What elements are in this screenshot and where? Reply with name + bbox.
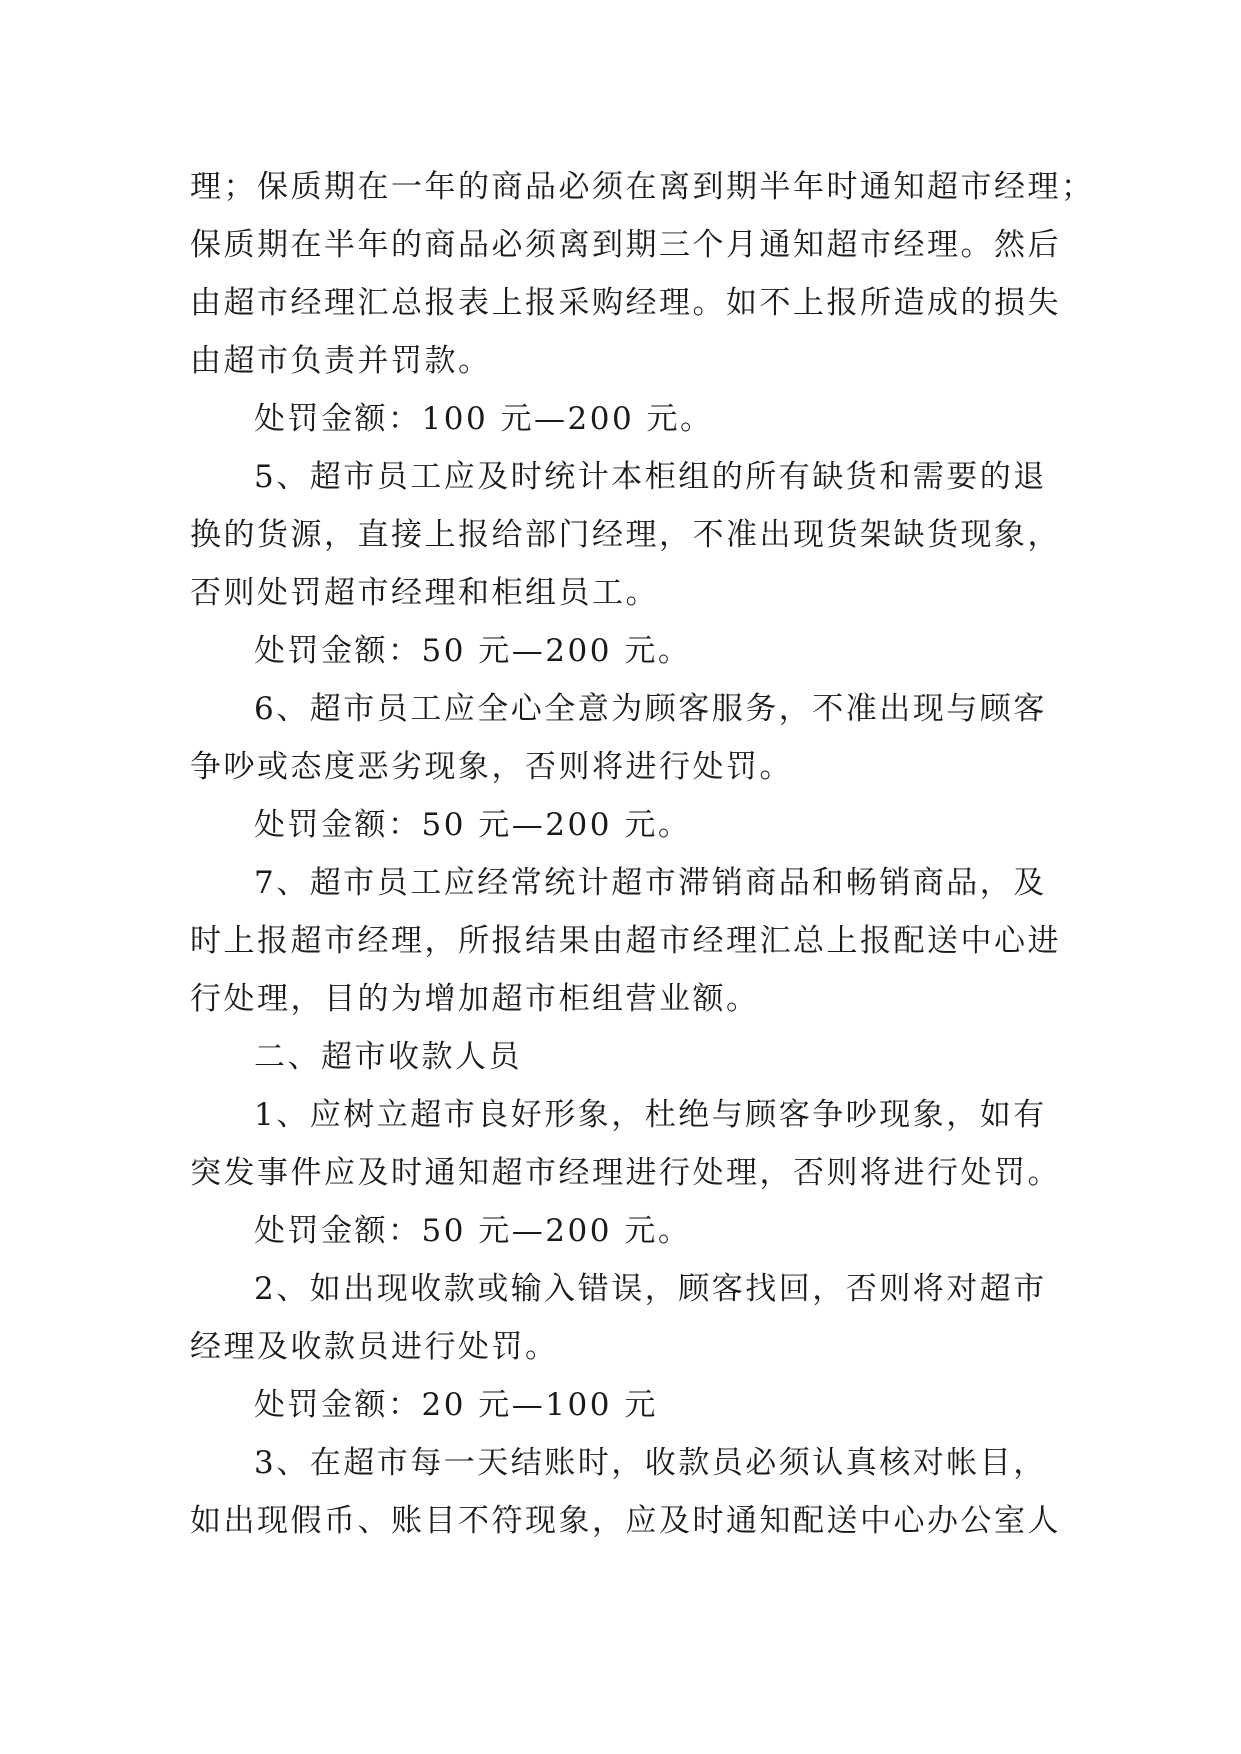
document-line: 理；保质期在一年的商品必须在离到期半年时通知超市经理；: [190, 169, 1095, 205]
document-body: [190, 158, 1095, 1550]
document-line: 行处理，目的为增加超市柜组营业额。: [190, 981, 760, 1017]
document-line: 处罚金额：50 元—200 元。: [254, 807, 692, 843]
document-line: 处罚金额：100 元—200 元。: [254, 401, 714, 437]
document-line: 经理及收款员进行处罚。: [190, 1329, 559, 1365]
document-line: 处罚金额：20 元—100 元: [254, 1387, 658, 1423]
document-line: 处罚金额：50 元—200 元。: [254, 633, 692, 669]
document-line: 7、超市员工应经常统计超市滞销商品和畅销商品，及: [254, 865, 1047, 901]
document-line: 突发事件应及时通知超市经理进行处理，否则将进行处罚。: [190, 1155, 1061, 1191]
document-line: 处罚金额：50 元—200 元。: [254, 1213, 692, 1249]
document-line: 由超市负责并罚款。: [190, 343, 492, 379]
document-line: 争吵或态度恶劣现象，否则将进行处罚。: [190, 749, 793, 785]
document-line: 6、超市员工应全心全意为顾客服务，不准出现与顾客: [254, 691, 1047, 727]
document-line: 由超市经理汇总报表上报采购经理。如不上报所造成的损失: [190, 285, 1061, 321]
document-line: 换的货源，直接上报给部门经理，不准出现货架缺货现象，: [190, 517, 1061, 553]
document-line: 5、超市员工应及时统计本柜组的所有缺货和需要的退: [254, 459, 1047, 495]
document-line: 时上报超市经理，所报结果由超市经理汇总上报配送中心进: [190, 923, 1061, 959]
document-line: 二、超市收款人员: [254, 1039, 522, 1075]
document-line: 3、在超市每一天结账时，收款员必须认真核对帐目，: [254, 1445, 1047, 1481]
document-line: 否则处罚超市经理和柜组员工。: [190, 575, 659, 611]
document-line: 2、如出现收款或输入错误，顾客找回，否则将对超市: [254, 1271, 1047, 1307]
document-line: 保质期在半年的商品必须离到期三个月通知超市经理。然后: [190, 227, 1061, 263]
document-line: 1、应树立超市良好形象，杜绝与顾客争吵现象，如有: [254, 1097, 1047, 1133]
document-line: 如出现假币、账目不符现象，应及时通知配送中心办公室人: [190, 1503, 1061, 1539]
